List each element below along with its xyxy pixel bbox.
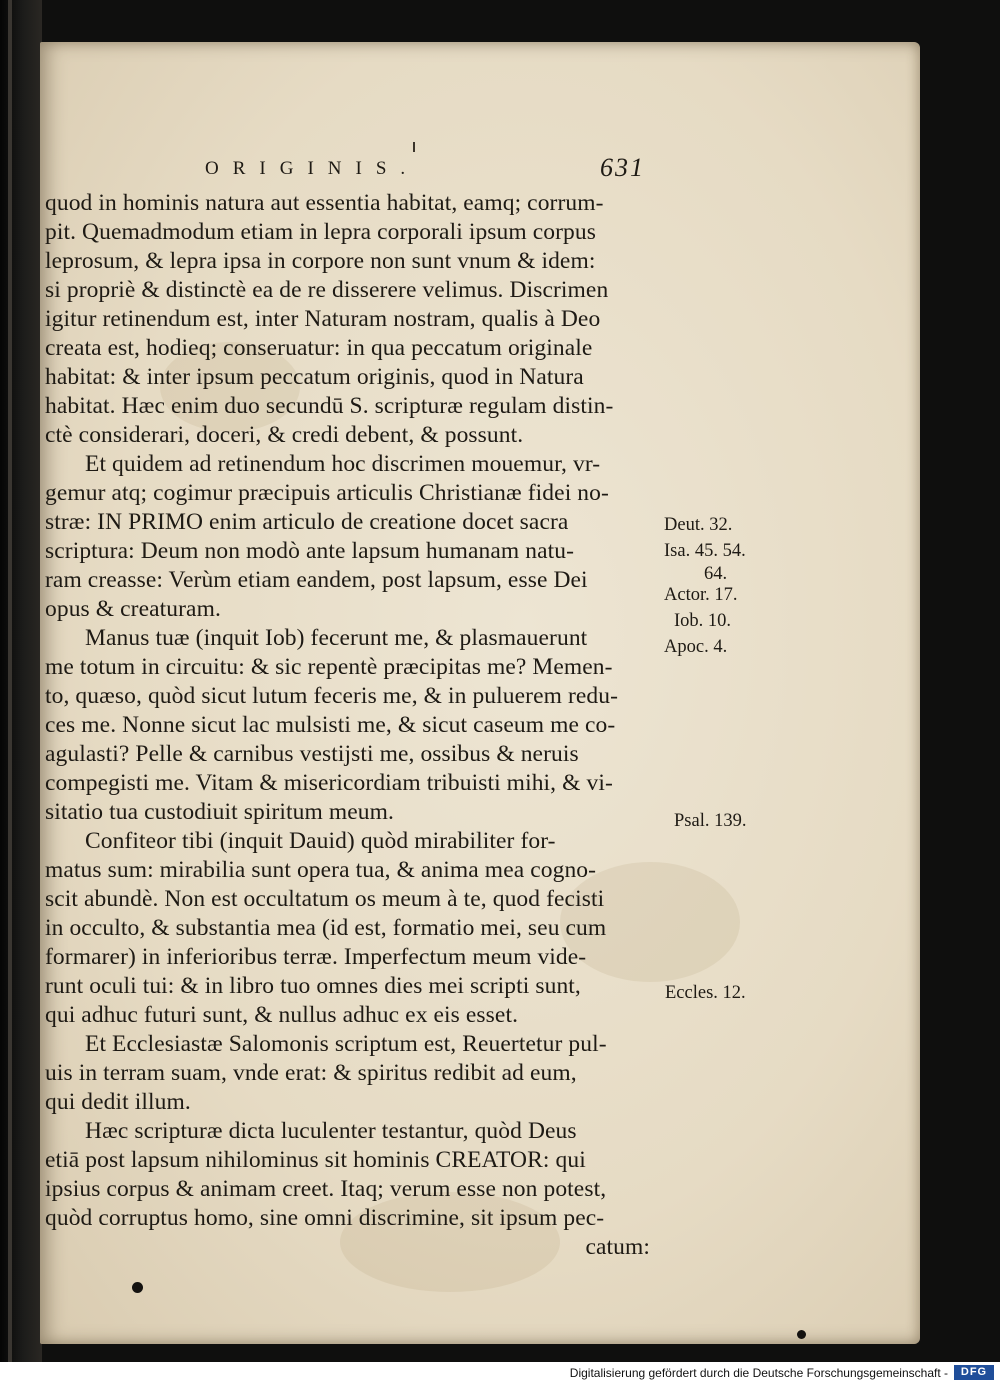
text-line: stræ: IN PRIMO enim articulo de creatione docet sacra [45,509,569,535]
text-line: quod in hominis natura aut essentia habitat, eamq; corrum- [45,190,604,216]
text-line: ipsius corpus & animam creet. Itaq; verum esse non potest, [45,1176,607,1202]
text-line: leprosum, & lepra ipsa in corpore non sunt vnum & idem: [45,248,596,274]
text-line: Et Ecclesiastæ Salomonis scriptum est, Reuertetur pul- [85,1031,607,1057]
margin-note: Iob. 10. [674,611,732,631]
text-line: in occulto, & substantia mea (id est, formatio mei, seu cum [45,915,607,941]
text-line: pit. Quemadmodum etiam in lepra corporali ipsum corpus [45,219,596,245]
margin-note: Isa. 45. 54. [664,541,746,561]
text-line: Et quidem ad retinendum hoc discrimen mouemur, vr- [85,451,601,477]
text-line: runt oculi tui: & in libro tuo omnes dies mei scripti sunt, [45,973,581,999]
margin-note: Psal. 139. [674,811,747,831]
ink-dot [797,1330,806,1339]
text-line: formarer) in inferioribus terræ. Imperfectum meum vide- [45,944,587,970]
text-line: scriptura: Deum non modò ante lapsum humanam natu- [45,538,575,564]
footer-bar [0,1362,1000,1384]
ink-mark [413,142,415,152]
margin-note: Eccles. 12. [665,983,746,1003]
text-line: to, quæso, quòd sicut lutum feceris me, & in puluerem redu- [45,683,619,709]
running-head: ORIGINIS. [205,158,420,179]
margin-note: Apoc. 4. [664,637,728,657]
catchword: catum: [585,1234,650,1260]
text-line: Hæc scripturæ dicta luculenter testantur, quòd Deus [85,1118,577,1144]
text-line: ctè considerari, doceri, & credi debent, & possunt. [45,422,524,448]
text-line: gemur atq; cogimur præcipuis articulis Christianæ fidei no- [45,480,609,506]
text-line: compegisti me. Vitam & misericordiam tribuisti mihi, & vi- [45,770,613,796]
text-line: sitatio tua custodiuit spiritum meum. [45,799,394,825]
text-line: me totum in circuitu: & sic repentè præcipitas me? Memen- [45,654,613,680]
text-line: si propriè & distinctè ea de re disserere velimus. Discrimen [45,277,609,303]
text-line: Confiteor tibi (inquit Dauid) quòd mirabiliter for- [85,828,556,854]
text-line: matus sum: mirabilia sunt opera tua, & anima mea cogno- [45,857,597,883]
margin-note: 64. [704,564,728,584]
text-line: opus & creaturam. [45,596,221,622]
text-line: creata est, hodieq; conseruatur: in qua peccatum originale [45,335,593,361]
text-line: habitat. Hæc enim duo secundū S. scripturæ regulam distin- [45,393,614,419]
text-line: qui dedit illum. [45,1089,191,1115]
text-line: Manus tuæ (inquit Iob) fecerunt me, & plasmauerunt [85,625,588,651]
margin-note: Actor. 17. [664,585,738,605]
text-line: agulasti? Pelle & carnibus vestijsti me, ossibus & neruis [45,741,579,767]
dfg-logo: DFG [954,1365,994,1380]
text-line: quòd corruptus homo, sine omni discrimine, sit ipsum pec- [45,1205,605,1231]
text-line: ces me. Nonne sicut lac mulsisti me, & sicut caseum me co- [45,712,616,738]
book-spine [0,0,42,1362]
text-line: scit abundè. Non est occultatum os meum à te, quod fecisti [45,886,605,912]
text-line: uis in terram suam, vnde erat: & spiritus redibit ad eum, [45,1060,577,1086]
text-line: qui adhuc futuri sunt, & nullus adhuc ex eis esset. [45,1002,519,1028]
book-page [40,42,920,1344]
page-number: 631 [600,153,645,182]
text-line: igitur retinendum est, inter Naturam nostram, qualis à Deo [45,306,601,332]
text-line: etiā post lapsum nihilominus sit hominis CREATOR: qui [45,1147,586,1173]
spine-edge [8,0,12,1362]
funding-credit: Digitalisierung gefördert durch die Deutsche Forschungsgemeinschaft - [569,1366,948,1380]
text-line: ram creasse: Verùm etiam eandem, post lapsum, esse Dei [45,567,588,593]
ink-dot [132,1282,143,1293]
margin-note: Deut. 32. [664,515,733,535]
text-line: habitat: & inter ipsum peccatum originis, quod in Natura [45,364,584,390]
